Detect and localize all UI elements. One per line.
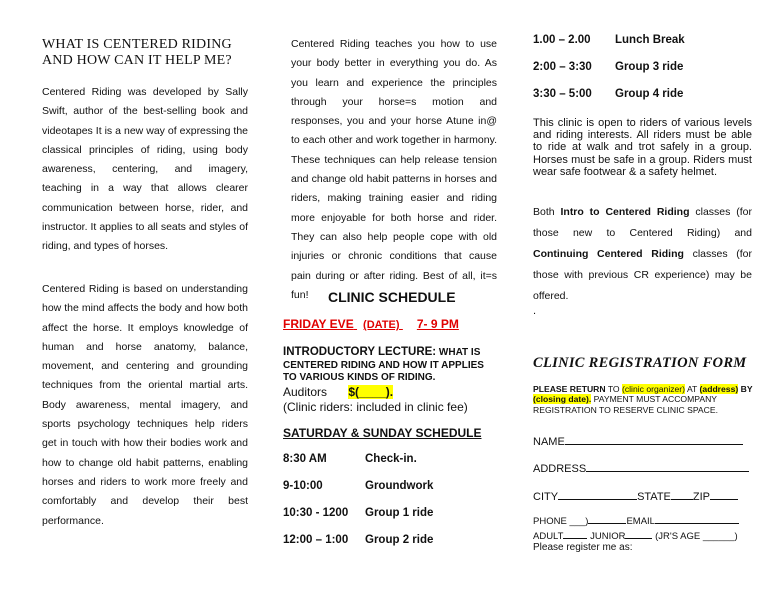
friday-heading [283,317,459,331]
title-line-2: AND HOW CAN IT HELP ME? [42,53,232,68]
column-clinic-schedule [283,0,497,593]
email-label: EMAIL [626,516,655,527]
payment-note: PAYMENT MUST ACCOMPANY REGISTRATION TO RESERVE CLINIC SPACE. [533,394,718,415]
schedule-event: Lunch Break [615,34,685,46]
schedule-row [283,507,497,534]
classes-continuing-name: Continuing Centered Riding [533,248,684,260]
friday-date: (DATE) [363,319,400,331]
please-return-label: PLEASE RETURN [533,384,606,394]
clinic-riders-note: (Clinic riders: included in clinic fee) [283,400,468,414]
schedule-time: 9-10:00 [283,480,323,492]
schedule-event: Check-in. [365,453,417,465]
intro-paragraph: Centered Riding was developed by Sally Swift, author of the best-selling book and videotapes It is a new way of expressing the classical principles of riding, using body awareness, centering, and imagery, teaching in a way that allows clearer communication between horse, rider, and instructor. It applies to all seats and styles of riding, and types of horses. [42,86,248,253]
name-field[interactable] [533,434,743,448]
clinic-organizer-placeholder: (clinic organizer) [621,384,686,394]
weekend-schedule-title: SATURDAY & SUNDAY SCHEDULE [283,426,482,440]
classes-mid-1: classes (for those new to Centered Riding) and [533,206,753,239]
classes-paragraph [533,202,752,307]
jrs-age-line[interactable]: ______) [702,531,738,542]
intro-lecture-desc-2: CENTERED RIDING AND HOW IT APPLIES TO VARIOUS KINDS OF RIDING. [283,359,484,383]
schedule-row [283,534,497,561]
phone-label: PHONE [533,516,567,527]
schedule-row [533,61,753,88]
jrs-age-label: (JR'S AGE [655,531,701,542]
schedule-time: 8:30 AM [283,453,327,465]
schedule-event: Group 3 ride [615,61,684,73]
schedule-row [533,34,753,61]
state-label: STATE [637,491,671,503]
phone-paren: ___) [569,516,589,527]
section-title [42,37,252,69]
phone-email-field[interactable] [533,513,739,527]
adult-input-line[interactable] [563,528,587,539]
address-placeholder: (address) [699,384,739,394]
name-label: NAME [533,436,565,448]
schedule-time: 3:30 – 5:00 [533,88,592,100]
auditors-label: Auditors [283,385,328,399]
friday-time: 7- 9 PM [416,317,459,331]
column-what-is-centered-riding [42,0,248,593]
schedule-row [283,480,497,507]
return-at: AT [686,384,698,394]
clinic-schedule-title: CLINIC SCHEDULE [328,289,456,305]
city-input-line[interactable] [558,489,637,500]
city-label: CITY [533,491,559,503]
schedule-event: Groundwork [365,480,434,492]
intro-lecture-label: INTRODUCTORY LECTURE: [283,346,437,358]
schedule-time: 12:00 – 1:00 [283,534,349,546]
zip-label: ZIP [692,491,711,503]
address-label: ADDRESS [533,463,587,475]
junior-input-line[interactable] [625,528,652,539]
classes-intro-name: Intro to Centered Riding [560,206,690,218]
schedule-time: 1.00 – 2.00 [533,34,591,46]
auditors-line [283,385,393,399]
classes-pre: Both [533,206,555,218]
schedule-event: Group 1 ride [365,507,434,519]
intro-lecture-block [283,346,497,385]
schedule-event: Group 2 ride [365,534,434,546]
name-input-line[interactable] [565,434,743,445]
registration-form-title: CLINIC REGISTRATION FORM [533,355,747,371]
weekend-schedule-list [283,453,497,561]
benefits-paragraph: Centered Riding teaches you how to use your body better in everything you do. As you learn and experience the principles through your horse=s motion and responses, you and your horse Atune in@ to each other and work together in harmony. These techniques can help release tension and change old habit patterns in horses and riders, making training easier and riding more enjoyable for both horse and rider. They can also help people cope with old injuries or chronic conditions that cause pain during or after riding. Best of all, it=s fun! [291,38,497,301]
schedule-event: Group 4 ride [615,88,684,100]
register-note: Please register me as: [533,542,633,553]
separator-dot: . [533,305,537,317]
email-input-line[interactable] [655,513,739,524]
city-state-zip-field[interactable] [533,489,738,503]
afternoon-schedule-list [533,34,753,115]
state-input-line[interactable] [671,489,693,500]
clinic-open-paragraph: This clinic is open to riders of various levels and riding interests. All riders must be able to ride at walk and trot safely in a group. Horses must be safe in a group. Riders must wear safe footwear & a safety helmet. [533,117,752,178]
friday-label: FRIDAY EVE [283,317,354,331]
intro-lecture-desc-1: WHAT IS [438,347,481,358]
phone-input-line[interactable] [588,513,626,524]
age-category-field[interactable] [533,528,738,542]
column-registration [533,0,753,593]
address-field[interactable] [533,461,749,475]
junior-label: JUNIOR [590,531,626,542]
title-line-1: WHAT IS CENTERED RIDING [42,37,232,52]
zip-input-line[interactable] [710,489,738,500]
closing-date-placeholder: (closing date). [533,394,592,405]
schedule-time: 2:00 – 3:30 [533,61,592,73]
return-by: BY [740,384,753,394]
address-input-line[interactable] [586,461,749,472]
adult-label: ADULT [533,531,564,542]
schedule-row [533,88,753,115]
classes-mid-2: classes (for those with previous CR experience) may be offered. [533,248,753,302]
method-paragraph: Centered Riding is based on understanding how the mind affects the body and how both affect the horse. It employs knowledge of human and horse anatomy, balance, movement, and centering and grounding techniques from the oriental martial arts. Body awareness, mental imagery, and sports psychology techniques help riders get in touch with how their bodies work and how to change old habit patterns, enabling horses and riders to work more freely and comfortably and develop their best performance. [42,283,248,527]
auditors-price: $(____). [348,385,394,399]
return-instructions [533,384,755,415]
schedule-time: 10:30 - 1200 [283,507,349,519]
schedule-row [283,453,497,480]
return-to: TO [607,384,620,394]
